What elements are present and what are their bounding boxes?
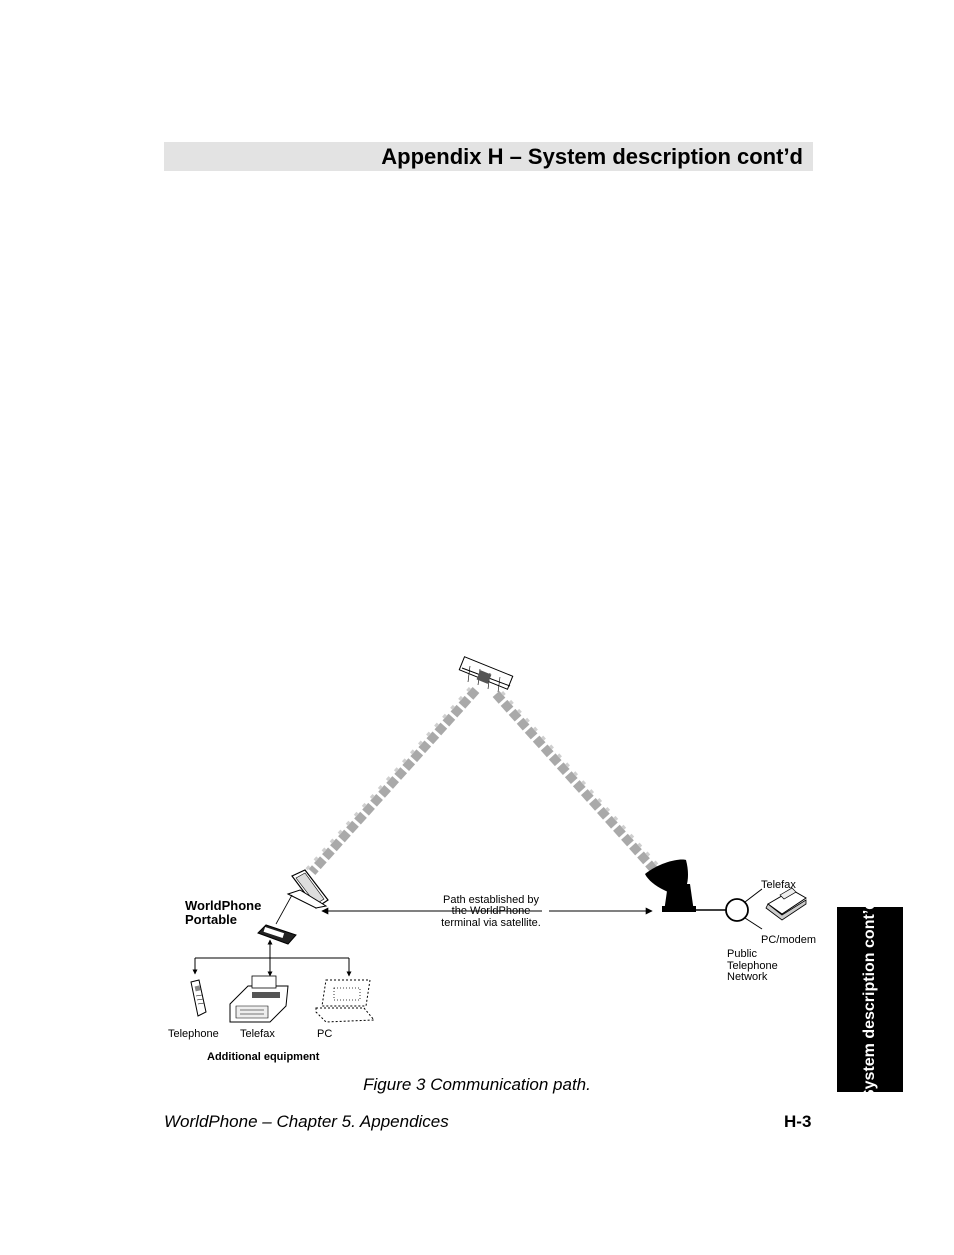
path-label-line1: Path established by xyxy=(442,894,540,906)
side-tab-label: System description cont’d xyxy=(861,899,878,1100)
pc-icon xyxy=(316,980,374,1022)
portable-terminal-icon xyxy=(276,870,328,924)
figure-caption: Figure 3 Communication path. xyxy=(363,1075,591,1094)
network-node-icon xyxy=(726,899,748,921)
page-title: Appendix H – System description cont’d xyxy=(381,144,803,169)
satellite-icon xyxy=(459,657,512,692)
footer-page-number: H-3 xyxy=(784,1112,812,1131)
pcmodem-label: PC/modem xyxy=(761,934,817,946)
uplink-beam-left xyxy=(306,688,476,872)
telefax-icon xyxy=(230,976,288,1022)
path-label-line3: terminal via satellite. xyxy=(441,917,541,929)
equip-telefax-label: Telefax xyxy=(240,1028,275,1040)
downlink-beam-right xyxy=(496,692,664,874)
right-telefax-label: Telefax xyxy=(761,879,796,891)
pstn-label-line1: Public xyxy=(727,948,757,960)
footer-chapter: WorldPhone – Chapter 5. Appendices xyxy=(164,1112,449,1131)
pstn-label-line2: Telephone xyxy=(727,960,778,972)
portable-label-line2: Portable xyxy=(185,912,238,927)
equip-pc-label: PC xyxy=(317,1028,333,1040)
path-label-line2: the WorldPhone xyxy=(451,905,531,917)
equip-telephone-icon xyxy=(191,980,206,1016)
portable-label-line1: WorldPhone xyxy=(185,898,262,913)
handset-icon xyxy=(258,925,296,944)
equip-telephone-label: Telephone xyxy=(168,1028,219,1040)
side-tab xyxy=(837,899,903,1100)
additional-equipment-label: Additional equipment xyxy=(207,1051,320,1063)
telephone-icon xyxy=(766,888,806,920)
pstn-label-line3: Network xyxy=(727,971,768,983)
